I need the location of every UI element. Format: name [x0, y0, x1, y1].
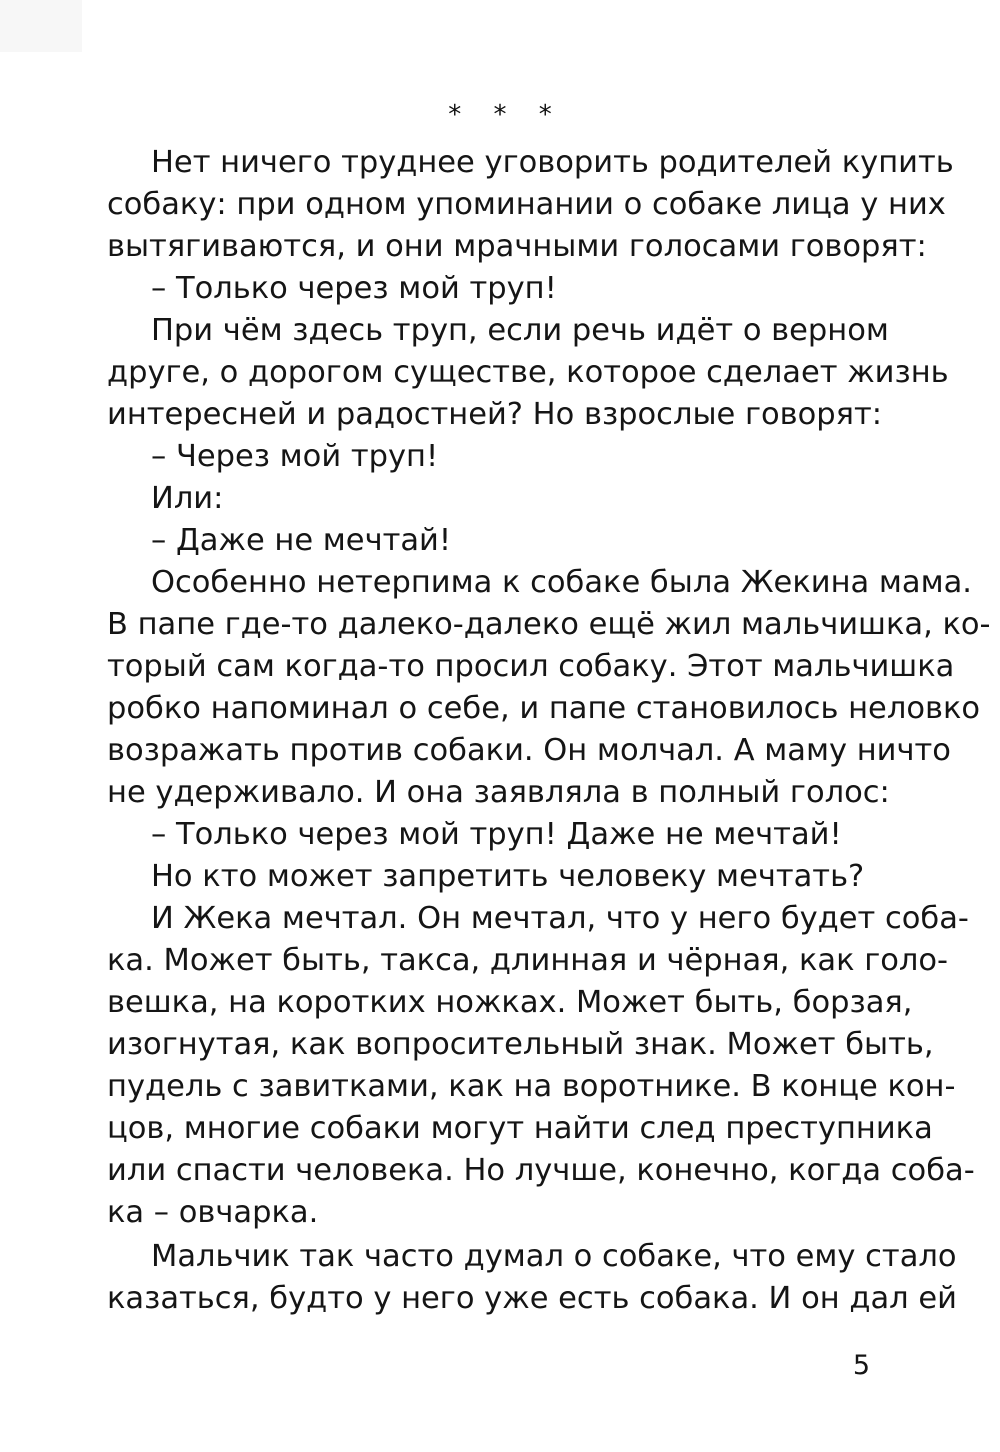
text-line: ка – овчарка.	[107, 1195, 319, 1230]
text-line: И Жека мечтал. Он мечтал, что у него будет соба-	[151, 901, 969, 936]
text-line: При чём здесь труп, если речь идёт о верном	[151, 313, 889, 348]
text-line: Особенно нетерпима к собаке была Жекина мама.	[151, 565, 972, 600]
section-separator: * * *	[448, 100, 564, 130]
text-line: не удерживало. И она заявляла в полный голос:	[107, 775, 890, 810]
text-line: – Даже не мечтай!	[151, 523, 452, 558]
text-line: Мальчик так часто думал о собаке, что ему стало	[151, 1239, 957, 1274]
page-text	[107, 142, 991, 1320]
text-line: цов, многие собаки могут найти след преступника	[107, 1111, 933, 1146]
text-line: Или:	[151, 481, 224, 516]
text-line: робко напоминал о себе, и папе становилось неловко	[107, 691, 981, 726]
text-line: – Только через мой труп! Даже не мечтай!	[151, 817, 842, 852]
text-line: друге, о дорогом существе, которое сделает жизнь	[107, 355, 949, 390]
text-line: – Только через мой труп!	[151, 271, 557, 306]
text-line: вешка, на коротких ножках. Может быть, борзая,	[107, 985, 913, 1020]
text-line: В папе где-то далеко-далеко ещё жил мальчишка, ко-	[107, 607, 991, 642]
scan-corner-mark	[0, 0, 82, 52]
text-line: изогнутая, как вопросительный знак. Может быть,	[107, 1027, 934, 1062]
text-line: казаться, будто у него уже есть собака. И он дал ей	[107, 1281, 957, 1316]
text-line: Нет ничего труднее уговорить родителей купить	[151, 145, 954, 180]
text-line: ка. Может быть, такса, длинная и чёрная, как голо-	[107, 943, 949, 978]
text-line: пудель с завитками, как на воротнике. В конце кон-	[107, 1069, 956, 1104]
text-line: возражать против собаки. Он молчал. А маму ничто	[107, 733, 951, 768]
text-line: вытягиваются, и они мрачными голосами говорят:	[107, 229, 927, 264]
page-number: 5	[852, 1350, 870, 1381]
text-line: торый сам когда-то просил собаку. Этот мальчишка	[107, 649, 955, 684]
text-line: интересней и радостней? Но взрослые говорят:	[107, 397, 883, 432]
text-line: Но кто может запретить человеку мечтать?	[151, 859, 865, 894]
text-line: собаку: при одном упоминании о собаке лица у них	[107, 187, 946, 222]
text-line: или спасти человека. Но лучше, конечно, когда соба-	[107, 1153, 975, 1188]
text-line: – Через мой труп!	[151, 439, 439, 474]
